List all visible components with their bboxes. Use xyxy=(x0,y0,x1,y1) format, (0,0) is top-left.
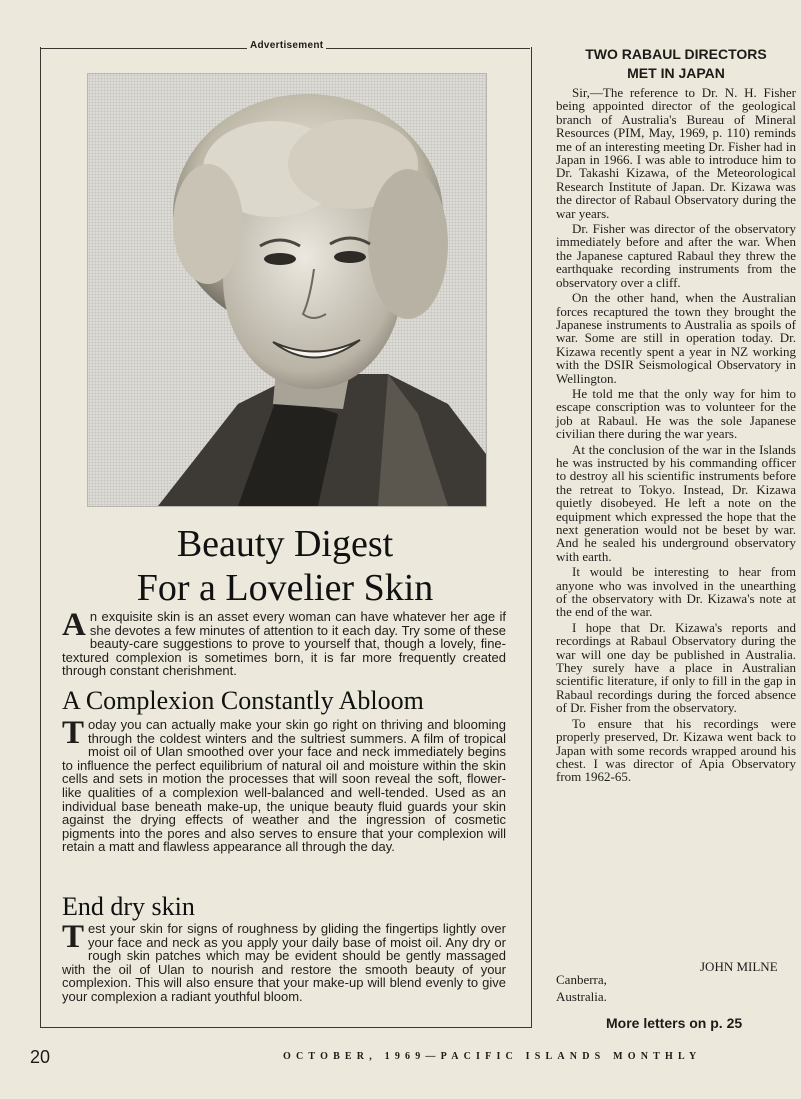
portrait-photo xyxy=(87,73,487,507)
ad-section2-paragraph xyxy=(62,919,506,1004)
letter-paragraph: I hope that Dr. Kizawa's reports and recordings at Rabaul Observatory during the war will one day be published in Australia. They surely have a place in Australian scientific literature, if only to fill in the gap in Rabaul recordings during the forced absence of Dr. Fisher from the observatory. xyxy=(556,619,796,716)
ad-section2-dropcap: T xyxy=(62,919,85,955)
letter-location-line1: Canberra, xyxy=(556,972,607,987)
ad-headline-line2: For a Lovelier Skin xyxy=(136,567,434,609)
more-letters-link[interactable]: More letters on p. 25 xyxy=(606,1015,743,1031)
letter-body xyxy=(556,86,796,786)
running-footer: OCTOBER, 1969—PACIFIC ISLANDS MONTHLY xyxy=(283,1051,702,1062)
letter-paragraph: At the conclusion of the war in the Islands he was instructed by his commanding officer to destroy all his scientific instruments before the retreat to Tokyo. Instead, Dr. Kizawa quietly disobeyed. He left a note on the equipment which expressed the hope that the next generation would not be beset by war. And he sealed his underground observatory with earth. xyxy=(556,441,796,564)
ad-section2-text: est your skin for signs of roughness by gliding the fingertips lightly over your face and neck as you apply your daily base of moist oil. Any dry or rough skin patches which may be evident should be gently massaged with the oil of Ulan to nourish and restore the smooth beauty of your complexion. This will also ensure that your make-up will blend evenly to give your complexion a radiant youthful bloom. xyxy=(62,921,506,1004)
ad-section1-dropcap: T xyxy=(62,715,85,751)
letter-paragraph: It would be interesting to hear from anyone who was involved in the unearthing of the observatory with Dr. Kizawa's note at the end of the war. xyxy=(556,564,796,620)
portrait-illustration xyxy=(88,74,486,506)
ad-headline-line1: Beauty Digest xyxy=(176,523,394,565)
ad-section2-heading: End dry skin xyxy=(62,892,195,921)
ad-intro-text: n exquisite skin is an asset every woman can have whatever her age if she devotes a few minutes of attention to it each day. Try some of these beauty-care suggestions to prove to yourself that, though a lovely, fine-textured complexion is sometimes born, it is far more frequently created through constant cherishment. xyxy=(62,609,506,679)
letter-heading-line1: TWO RABAUL DIRECTORS xyxy=(585,46,767,62)
letter-signature: JOHN MILNE xyxy=(700,959,778,974)
letter-paragraph: Dr. Fisher was director of the observatory immediately before and after the war. When the Japanese captured Rabaul they threw the earthquake recording instruments from the observatory over a cliff. xyxy=(556,221,796,290)
letter-paragraph: On the other hand, when the Australian forces recaptured the town they brought the Japanese instruments to Australia as spoils of war. Some are still in operation today. Dr. Kizawa recently spent a year in NZ working with the DSIR Seismological Observatory in Wellington. xyxy=(556,290,796,386)
ad-section1-paragraph xyxy=(62,715,506,855)
ad-section1-heading: A Complexion Constantly Abloom xyxy=(62,686,424,715)
letter-paragraph: To ensure that his recordings were properly preserved, Dr. Kizawa went back to Japan with some records wrapped around his chest. I was director of Apia Observatory from 1962-65. xyxy=(556,715,796,785)
ad-section1-text: oday you can actually make your skin go right on thriving and blooming through the coldest winters and the sultriest summers. A film of tropical moist oil of Ulan smoothed over your face and neck immediately begins to influence the perfect equilibrium of natural oil and moisture within the skin cells and sets in motion the processes that will soon reveal the soft, flower-like qualities of a complexion well-balanced and well-tended. Used as an individual base beneath make-up, the unique beauty fluid guards your skin against the drying effects of weather and the ingression of cosmetic pigments into the pores and also serves to ensure that your complexion will retain a matt and flawless appearance all through the day. xyxy=(62,717,506,855)
letter-paragraph: Sir,—The reference to Dr. N. H. Fisher being appointed director of the geological branch of Australia's Bureau of Mineral Resources (PIM, May, 1969, p. 110) reminds me of an interesting meeting Dr. Fisher had in Japan in 1966. I was able to introduce him to Dr. Takashi Kizawa, of the Meteorological Research Institute of Japan. Dr. Kizawa was the director of Rabaul Observatory during the war years. xyxy=(556,85,796,221)
ad-intro-paragraph xyxy=(62,607,506,679)
letter-location xyxy=(556,971,607,1005)
ad-intro-dropcap: A xyxy=(62,607,86,643)
letter-paragraph: He told me that the only way for him to escape conscription was to volunteer for the job at Rabaul. He was the sole Japanese civilian there during the war years. xyxy=(556,385,796,442)
letter-location-line2: Australia. xyxy=(556,989,607,1004)
page-number: 20 xyxy=(30,1047,51,1067)
letter-heading-line2: MET IN JAPAN xyxy=(627,65,725,81)
advertisement-label: Advertisement xyxy=(247,40,326,51)
